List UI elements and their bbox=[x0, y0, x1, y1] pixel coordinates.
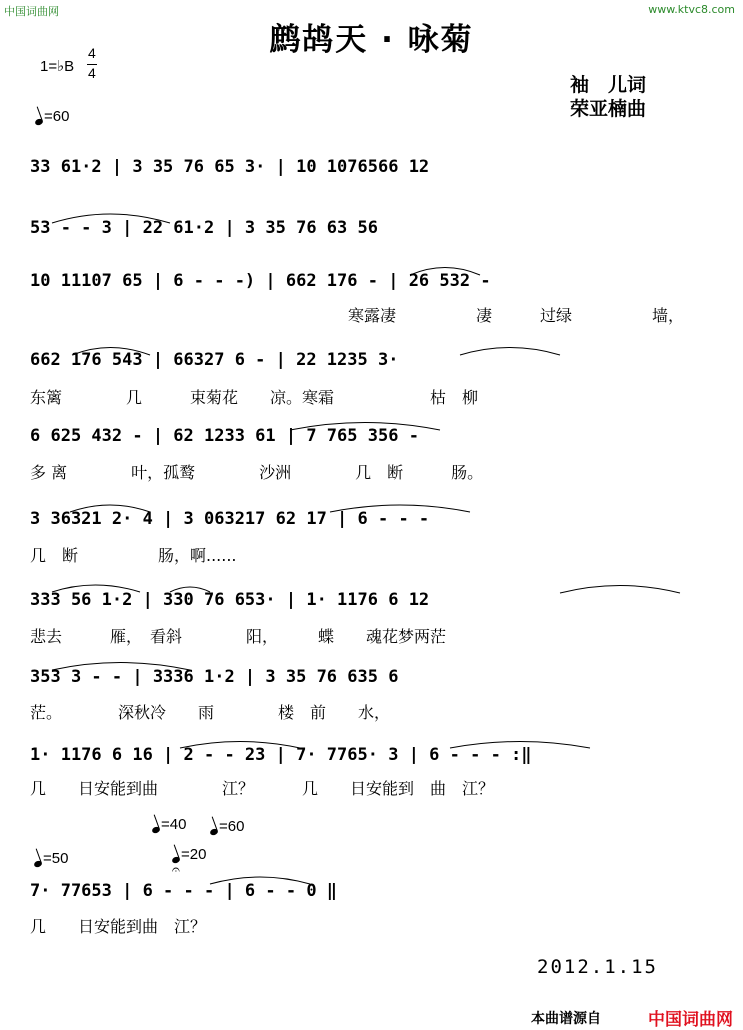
key-signature: 1=♭B bbox=[40, 58, 75, 75]
tempo-marking-60: =60 bbox=[210, 818, 244, 835]
time-signature-bottom: 4 bbox=[88, 65, 96, 81]
score-row-4-notes: 662 176 543 | 66327 6 - | 22 1235 3· bbox=[30, 350, 399, 370]
source-label: 本曲谱源自 bbox=[531, 1011, 601, 1027]
score-row-3-notes: 10 11107 65 | 6 - - -) | 662 176 - | 26 532 - bbox=[30, 271, 491, 291]
site-watermark-left: 中国词曲网 bbox=[4, 5, 59, 18]
composer-credit: 荣亚楠曲 bbox=[570, 98, 647, 120]
date-stamp: 2012.1.15 bbox=[537, 956, 658, 978]
score-row-6-notes: 3 36321 2· 4 | 3 063217 62 17 | 6 - - - bbox=[30, 509, 430, 529]
score-row-9-lyrics: 几 日安能到曲 江？ 几 日安能到 曲 江？ bbox=[30, 779, 495, 798]
lyricist-credit: 袖 儿词 bbox=[570, 74, 647, 96]
score-row-8-lyrics: 茫。 深秋冷 雨 楼 前 水， bbox=[30, 703, 391, 722]
score-row-3-lyrics: 寒露凄 凄 过绿 墙， bbox=[348, 306, 685, 325]
score-row-1-notes: 33 61·2 | 3 35 76 65 3· | 10 1076566 12 bbox=[30, 157, 430, 177]
score-row-7-notes: 333 56 1·2 | 330 76 653· | 1· 1176 6 12 bbox=[30, 590, 430, 610]
score-row-10-lyrics: 几 日安能到曲 江？ bbox=[30, 917, 207, 936]
score-row-10-notes: 7· 77653 | 6 - - - | 6 - - 0 ‖ bbox=[30, 881, 338, 901]
tempo-marking-20: =20 bbox=[172, 846, 206, 863]
score-row-6-lyrics: 几 断 肠，啊...... bbox=[30, 546, 237, 565]
score-row-7-lyrics: 悲去 雁， 看斜 阳， 蝶 魂花梦两茫 bbox=[30, 627, 447, 646]
score-row-9-notes: 1· 1176 6 16 | 2 - - 23 | 7· 7765· 3 | 6 - - - :‖ bbox=[30, 745, 532, 765]
site-watermark-right: www.ktvc8.com bbox=[648, 3, 735, 16]
song-title: 鹧鸪天 · 咏菊 bbox=[269, 22, 474, 58]
score-row-2-notes: 53 - - 3 | 22 61·2 | 3 35 76 63 56 bbox=[30, 218, 378, 238]
fermata-icon: 𝄐 bbox=[172, 862, 180, 878]
source-site: 中国词曲网 bbox=[648, 1010, 733, 1030]
time-signature-top: 4 bbox=[88, 45, 96, 61]
score-row-8-notes: 353 3 - - | 3336 1·2 | 3 35 76 635 6 bbox=[30, 667, 399, 687]
tempo-marking: =60 bbox=[35, 108, 69, 125]
score-row-4-lyrics: 东篱 几 束菊花 凉。寒霜 枯 柳 bbox=[30, 388, 479, 407]
score-row-5-notes: 6 625 432 - | 62 1233 61 | 7 765 356 - bbox=[30, 426, 419, 446]
tempo-marking-50: =50 bbox=[34, 850, 68, 867]
score-row-5-lyrics: 多 离 叶，孤鹜 沙洲 几 断 肠。 bbox=[30, 463, 484, 482]
tempo-marking-40: =40 bbox=[152, 816, 186, 833]
